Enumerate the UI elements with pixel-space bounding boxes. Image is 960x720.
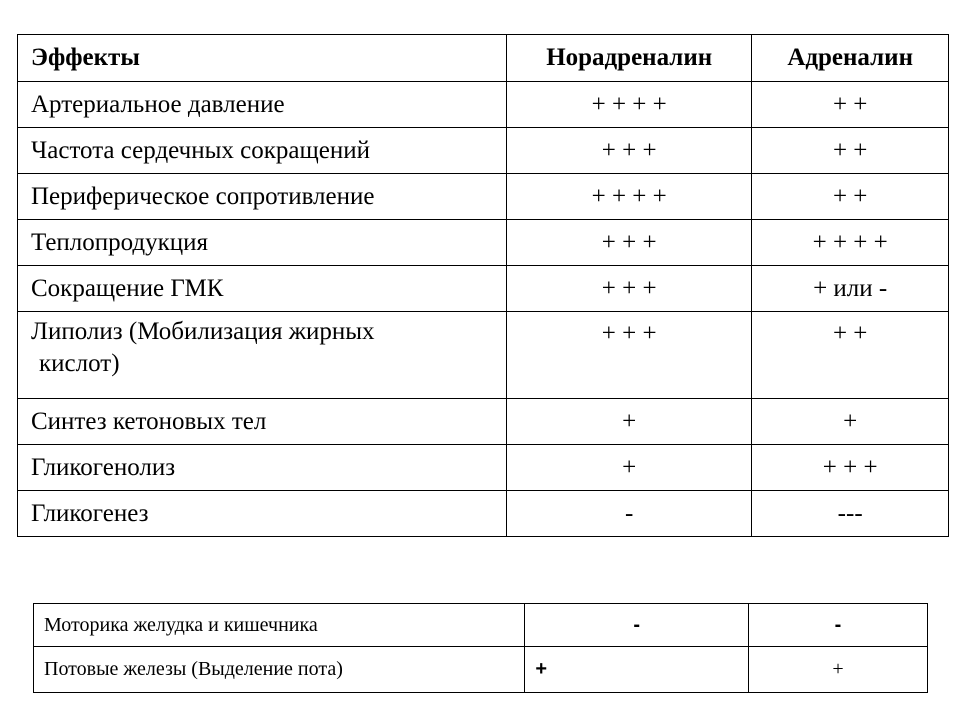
adrenaline-cell: + + [752,82,949,128]
table-row [18,174,949,220]
header-effects: Эффекты [18,35,507,82]
header-adrenaline: Адреналин [752,35,949,82]
table-row [18,491,949,537]
adrenaline-cell: + или - [752,266,949,312]
effect-cell: Периферическое сопротивление [18,174,507,220]
table-row [34,647,928,693]
effect-cell: Теплопродукция [18,220,507,266]
table-row [18,82,949,128]
noradrenaline-cell: - [525,604,749,647]
header-noradrenaline: Норадреналин [507,35,752,82]
noradrenaline-cell: + [507,399,752,445]
effect-cell: Сокращение ГМК [18,266,507,312]
adrenaline-cell: --- [752,491,949,537]
table-row [18,312,949,399]
adrenaline-cell: + + + + [752,220,949,266]
noradrenaline-cell: + + + [507,128,752,174]
table-header-row [18,35,949,82]
adrenaline-cell: - [748,604,927,647]
effect-cell: Артериальное давление [18,82,507,128]
noradrenaline-cell: + + + [507,220,752,266]
effect-line-2: кислот) [39,350,120,377]
adrenaline-cell: + + [752,312,949,399]
effect-cell: Частота сердечных сокращений [18,128,507,174]
table-row [18,266,949,312]
effect-cell: Потовые железы (Выделение пота) [34,647,525,693]
adrenaline-cell: + + [752,174,949,220]
table-row [18,399,949,445]
effect-cell: Гликогенез [18,491,507,537]
effect-line-1: Липолиз (Мобилизация жирных [31,318,375,345]
additional-effects-table [33,603,928,693]
table-row [18,445,949,491]
noradrenaline-cell: + + + [507,312,752,399]
table-row [18,128,949,174]
noradrenaline-cell: + + + + [507,174,752,220]
effect-cell: Гликогенолиз [18,445,507,491]
noradrenaline-cell: - [507,491,752,537]
adrenaline-cell: + + + [752,445,949,491]
noradrenaline-cell: + [507,445,752,491]
effect-cell: Синтез кетоновых тел [18,399,507,445]
effect-cell: Моторика желудка и кишечника [34,604,525,647]
adrenaline-cell: + [752,399,949,445]
table-row [18,220,949,266]
effects-comparison-table [17,34,949,537]
table-row [34,604,928,647]
adrenaline-cell: + [748,647,927,693]
noradrenaline-cell: + [525,647,749,693]
noradrenaline-cell: + + + [507,266,752,312]
adrenaline-cell: + + [752,128,949,174]
noradrenaline-cell: + + + + [507,82,752,128]
effect-cell [18,312,507,399]
